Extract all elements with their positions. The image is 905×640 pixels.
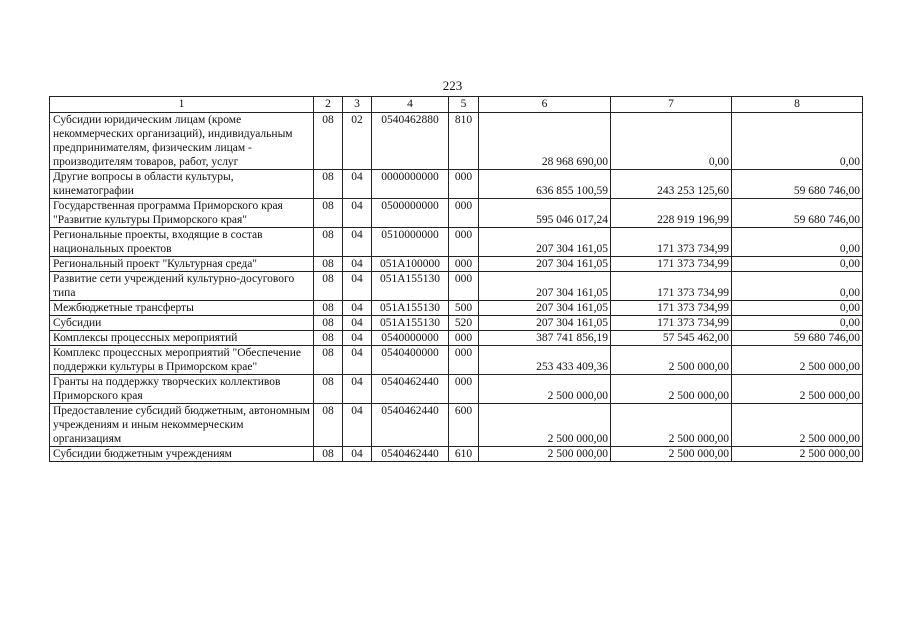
column-header: 7	[611, 97, 732, 113]
amount-col-7: 2 500 000,00	[611, 375, 732, 404]
row-name: Субсидии бюджетным учреждениям	[50, 447, 314, 462]
subsection-code: 04	[343, 447, 372, 462]
row-name: Комплекс процессных мероприятий "Обеспечение поддержки культуры в Приморском крае"	[50, 346, 314, 375]
row-name: Другие вопросы в области культуры, кинематографии	[50, 170, 314, 199]
target-article-code: 0540462440	[372, 447, 449, 462]
section-code: 08	[314, 447, 343, 462]
amount-col-8: 2 500 000,00	[732, 404, 863, 447]
table-row	[50, 272, 863, 301]
amount-col-8: 59 680 746,00	[732, 331, 863, 346]
table-body	[50, 113, 863, 462]
subsection-code: 04	[343, 199, 372, 228]
amount-col-6: 207 304 161,05	[479, 257, 611, 272]
table-row	[50, 447, 863, 462]
budget-table	[49, 96, 863, 462]
subsection-code: 04	[343, 316, 372, 331]
amount-col-6: 207 304 161,05	[479, 228, 611, 257]
subsection-code: 04	[343, 228, 372, 257]
amount-col-7: 171 373 734,99	[611, 228, 732, 257]
expense-type-code: 000	[449, 272, 479, 301]
amount-col-8: 59 680 746,00	[732, 199, 863, 228]
expense-type-code: 000	[449, 375, 479, 404]
expense-type-code: 000	[449, 228, 479, 257]
expense-type-code: 500	[449, 301, 479, 316]
section-code: 08	[314, 199, 343, 228]
amount-col-6: 253 433 409,36	[479, 346, 611, 375]
amount-col-6: 387 741 856,19	[479, 331, 611, 346]
expense-type-code: 610	[449, 447, 479, 462]
table-row	[50, 404, 863, 447]
row-name: Гранты на поддержку творческих коллективов Приморского края	[50, 375, 314, 404]
table-row	[50, 346, 863, 375]
amount-col-6: 2 500 000,00	[479, 404, 611, 447]
table-row	[50, 375, 863, 404]
table-row	[50, 257, 863, 272]
expense-type-code: 600	[449, 404, 479, 447]
table-row	[50, 199, 863, 228]
expense-type-code: 000	[449, 257, 479, 272]
amount-col-8: 0,00	[732, 301, 863, 316]
amount-col-6: 595 046 017,24	[479, 199, 611, 228]
table-row	[50, 228, 863, 257]
amount-col-7: 228 919 196,99	[611, 199, 732, 228]
subsection-code: 04	[343, 301, 372, 316]
subsection-code: 04	[343, 346, 372, 375]
amount-col-6: 2 500 000,00	[479, 375, 611, 404]
section-code: 08	[314, 316, 343, 331]
section-code: 08	[314, 404, 343, 447]
target-article-code: 0500000000	[372, 199, 449, 228]
column-header: 4	[372, 97, 449, 113]
section-code: 08	[314, 228, 343, 257]
amount-col-7: 243 253 125,60	[611, 170, 732, 199]
table-row	[50, 331, 863, 346]
header-row	[50, 97, 863, 113]
page-number: 223	[442, 78, 463, 93]
amount-col-8: 59 680 746,00	[732, 170, 863, 199]
expense-type-code: 000	[449, 331, 479, 346]
target-article-code: 051A155130	[372, 301, 449, 316]
target-article-code: 0000000000	[372, 170, 449, 199]
amount-col-8: 2 500 000,00	[732, 447, 863, 462]
column-header: 3	[343, 97, 372, 113]
amount-col-6: 207 304 161,05	[479, 301, 611, 316]
expense-type-code: 520	[449, 316, 479, 331]
column-header: 2	[314, 97, 343, 113]
row-name: Субсидии	[50, 316, 314, 331]
expense-type-code: 000	[449, 170, 479, 199]
expense-type-code: 810	[449, 113, 479, 170]
target-article-code: 0540400000	[372, 346, 449, 375]
table-row	[50, 113, 863, 170]
section-code: 08	[314, 257, 343, 272]
amount-col-8: 2 500 000,00	[732, 375, 863, 404]
amount-col-6: 2 500 000,00	[479, 447, 611, 462]
row-name: Комплексы процессных мероприятий	[50, 331, 314, 346]
amount-col-8: 0,00	[732, 316, 863, 331]
subsection-code: 04	[343, 272, 372, 301]
subsection-code: 04	[343, 170, 372, 199]
column-header: 1	[50, 97, 314, 113]
target-article-code: 051A155130	[372, 272, 449, 301]
column-header: 6	[479, 97, 611, 113]
amount-col-7: 57 545 462,00	[611, 331, 732, 346]
amount-col-8: 0,00	[732, 257, 863, 272]
amount-col-8: 0,00	[732, 113, 863, 170]
section-code: 08	[314, 272, 343, 301]
section-code: 08	[314, 113, 343, 170]
section-code: 08	[314, 375, 343, 404]
section-code: 08	[314, 346, 343, 375]
row-name: Межбюджетные трансферты	[50, 301, 314, 316]
amount-col-7: 171 373 734,99	[611, 272, 732, 301]
target-article-code: 051A155130	[372, 316, 449, 331]
amount-col-6: 636 855 100,59	[479, 170, 611, 199]
section-code: 08	[314, 331, 343, 346]
amount-col-8: 0,00	[732, 228, 863, 257]
amount-col-8: 2 500 000,00	[732, 346, 863, 375]
row-name: Государственная программа Приморского края "Развитие культуры Приморского края"	[50, 199, 314, 228]
amount-col-7: 0,00	[611, 113, 732, 170]
amount-col-6: 207 304 161,05	[479, 272, 611, 301]
subsection-code: 04	[343, 375, 372, 404]
subsection-code: 04	[343, 331, 372, 346]
row-name: Региональный проект "Культурная среда"	[50, 257, 314, 272]
amount-col-7: 2 500 000,00	[611, 447, 732, 462]
table-row	[50, 316, 863, 331]
target-article-code: 0540462440	[372, 404, 449, 447]
column-header: 8	[732, 97, 863, 113]
subsection-code: 02	[343, 113, 372, 170]
expense-type-code: 000	[449, 346, 479, 375]
amount-col-7: 171 373 734,99	[611, 316, 732, 331]
amount-col-6: 28 968 690,00	[479, 113, 611, 170]
row-name: Предоставление субсидий бюджетным, автономным учреждениям и иным некоммерческим организациям	[50, 404, 314, 447]
target-article-code: 0540462440	[372, 375, 449, 404]
table-row	[50, 301, 863, 316]
amount-col-7: 171 373 734,99	[611, 257, 732, 272]
section-code: 08	[314, 301, 343, 316]
row-name: Развитие сети учреждений культурно-досугового типа	[50, 272, 314, 301]
target-article-code: 051A100000	[372, 257, 449, 272]
amount-col-7: 2 500 000,00	[611, 346, 732, 375]
table-row	[50, 170, 863, 199]
subsection-code: 04	[343, 404, 372, 447]
target-article-code: 0510000000	[372, 228, 449, 257]
target-article-code: 0540462880	[372, 113, 449, 170]
section-code: 08	[314, 170, 343, 199]
row-name: Региональные проекты, входящие в состав национальных проектов	[50, 228, 314, 257]
amount-col-6: 207 304 161,05	[479, 316, 611, 331]
row-name: Субсидии юридическим лицам (кроме некоммерческих организаций), индивидуальным предпринимателям, физическим лицам - производителям товаров, работ, услуг	[50, 113, 314, 170]
amount-col-7: 171 373 734,99	[611, 301, 732, 316]
amount-col-8: 0,00	[732, 272, 863, 301]
target-article-code: 0540000000	[372, 331, 449, 346]
column-header: 5	[449, 97, 479, 113]
amount-col-7: 2 500 000,00	[611, 404, 732, 447]
subsection-code: 04	[343, 257, 372, 272]
expense-type-code: 000	[449, 199, 479, 228]
